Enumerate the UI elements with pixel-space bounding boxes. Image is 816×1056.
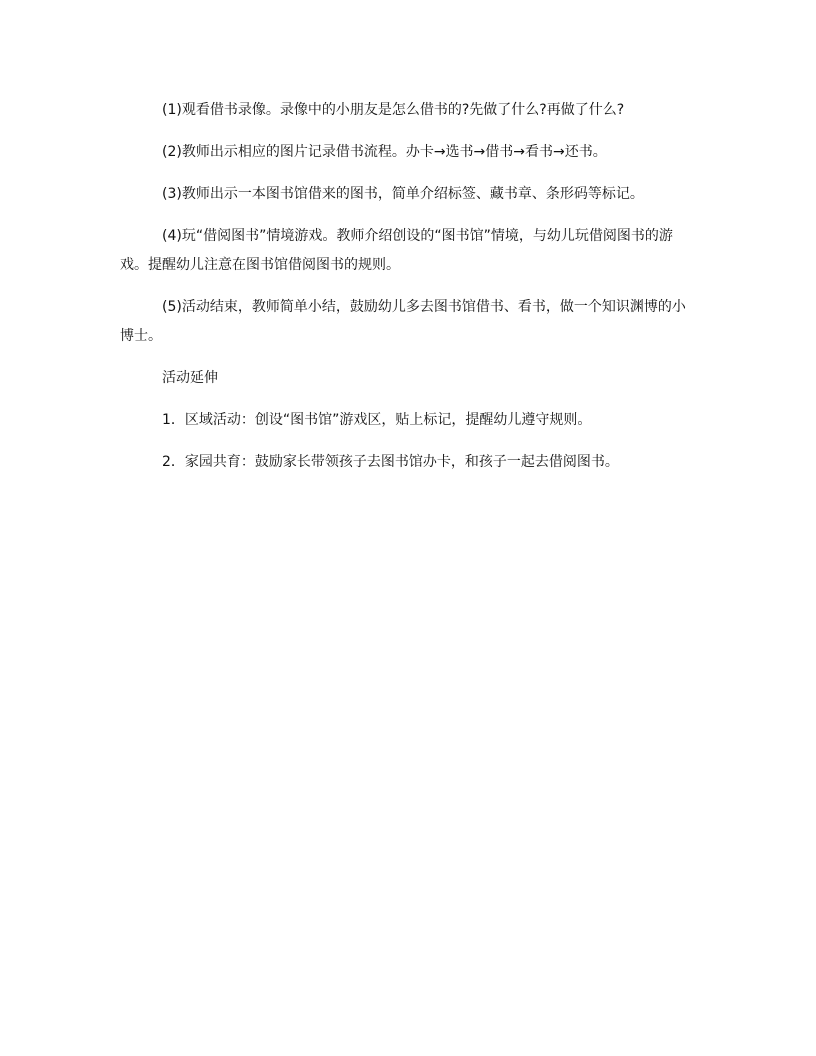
paragraph-step-4: (4)玩“借阅图书”情境游戏。教师介绍创设的“图书馆”情境，与幼儿玩借阅图书的游戏。提醒幼儿注意在图书馆借阅图书的规则。 (120, 228, 673, 273)
paragraph-extension-2: 2．家园共育：鼓励家长带领孩子去图书馆办卡，和孩子一起去借阅图书。 (162, 454, 619, 470)
paragraph-step-1: (1)观看借书录像。录像中的小朋友是怎么借书的?先做了什么?再做了什么? (162, 102, 625, 118)
paragraph-step-5: (5)活动结束，教师简单小结，鼓励幼儿多去图书馆借书、看书，做一个知识渊博的小博士。 (120, 299, 686, 344)
section-heading-extension: 活动延伸 (162, 370, 218, 386)
document-body (120, 96, 696, 490)
paragraph-extension-1: 1．区域活动：创设“图书馆”游戏区，贴上标记，提醒幼儿遵守规则。 (162, 412, 592, 428)
paragraph-step-2: (2)教师出示相应的图片记录借书流程。办卡→选书→借书→看书→还书。 (162, 144, 607, 160)
paragraph-step-3: (3)教师出示一本图书馆借来的图书，简单介绍标签、藏书章、条形码等标记。 (162, 186, 644, 202)
